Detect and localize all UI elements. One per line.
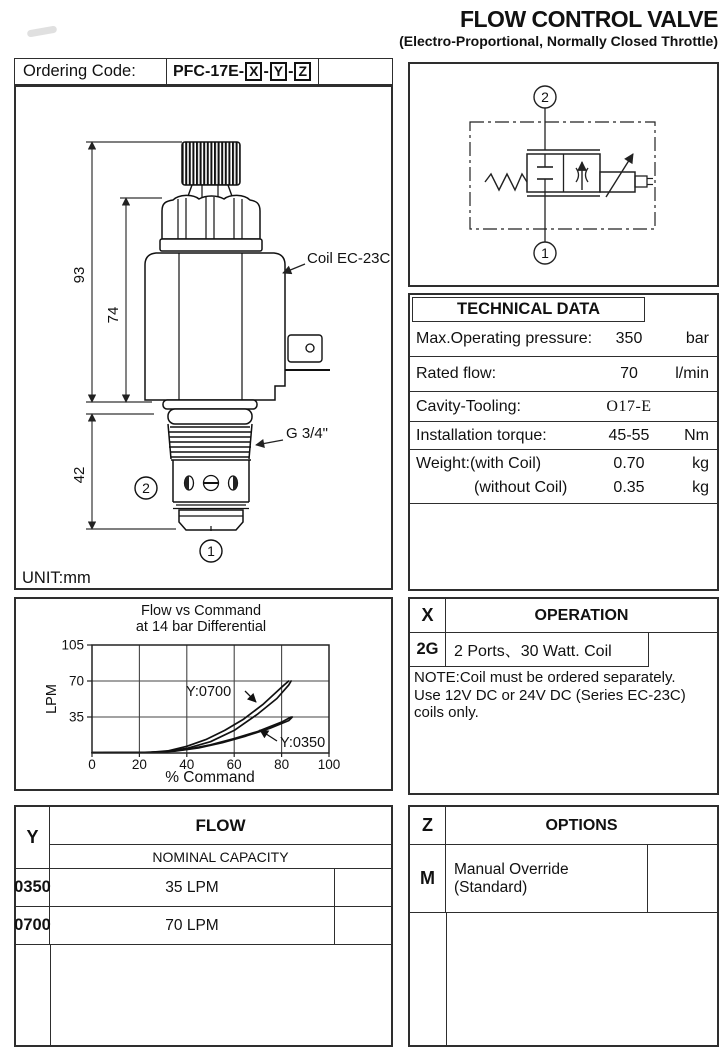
valve-drawing-box bbox=[14, 85, 393, 590]
options-desc-line: (Standard) bbox=[454, 878, 528, 896]
chart-plot-area bbox=[61, 638, 340, 773]
options-header-row bbox=[410, 807, 717, 845]
tech-value: 350 bbox=[615, 330, 643, 347]
svg-text:0: 0 bbox=[88, 757, 96, 772]
symbol-port-2: 2 bbox=[541, 89, 549, 105]
thread-callout-label: G 3/4" bbox=[286, 425, 329, 442]
coil-callout-label: Coil EC-23C bbox=[307, 250, 391, 267]
operation-row-2g bbox=[410, 633, 717, 667]
coil-body bbox=[145, 253, 330, 400]
tech-unit: kg bbox=[692, 455, 709, 472]
drawing-port-2: 2 bbox=[142, 480, 150, 496]
hydraulic-symbol bbox=[410, 64, 717, 285]
svg-text:100: 100 bbox=[317, 757, 341, 772]
tech-row-flow bbox=[410, 357, 717, 392]
ordering-code-prefix: PFC-17E- bbox=[172, 62, 245, 80]
ordering-code-z: Z bbox=[294, 62, 311, 81]
options-title: OPTIONS bbox=[545, 816, 618, 834]
symbol-port-1: 1 bbox=[541, 245, 549, 261]
svg-text:80: 80 bbox=[274, 757, 290, 772]
svg-text:Y:0350: Y:0350 bbox=[280, 735, 326, 751]
tech-row-cavity bbox=[410, 392, 717, 422]
svg-text:70: 70 bbox=[68, 673, 84, 689]
flow-table bbox=[14, 805, 393, 1047]
svg-text:105: 105 bbox=[61, 637, 84, 653]
ordering-code-label: Ordering Code: bbox=[15, 59, 167, 84]
tech-row-torque bbox=[410, 422, 717, 450]
tech-unit: Nm bbox=[684, 426, 709, 444]
chart-title: Flow vs Command bbox=[140, 603, 262, 619]
options-desc bbox=[446, 845, 648, 912]
ordering-code-x: X bbox=[245, 62, 262, 81]
options-row-m bbox=[410, 845, 717, 913]
svg-text:40: 40 bbox=[179, 757, 195, 772]
dim-74-label: 74 bbox=[105, 306, 122, 324]
flow-command-chart bbox=[16, 599, 391, 789]
tech-label: Rated flow: bbox=[416, 365, 497, 382]
dim-93-label: 93 bbox=[71, 266, 88, 284]
operation-note bbox=[414, 669, 714, 722]
flow-code: 0350 bbox=[16, 869, 50, 906]
chart-ylabel: LPM bbox=[44, 684, 60, 714]
flow-col-header: Y bbox=[16, 807, 50, 869]
tech-value: 70 bbox=[620, 365, 638, 382]
tech-label: Installation torque: bbox=[416, 426, 547, 444]
thread-callout-arrow bbox=[256, 440, 283, 445]
adjust-knob bbox=[182, 142, 240, 199]
flow-row-0700 bbox=[16, 907, 391, 945]
options-code: M bbox=[410, 845, 446, 912]
svg-text:Y:0700: Y:0700 bbox=[186, 684, 232, 700]
operation-table bbox=[408, 597, 719, 795]
tech-label: Weight:(with Coil) bbox=[416, 455, 542, 472]
technical-data-table bbox=[408, 293, 719, 591]
ordering-joiner-1: - bbox=[263, 62, 269, 80]
tech-unit: kg bbox=[692, 479, 709, 496]
chart-box bbox=[14, 597, 393, 791]
tech-value: 0.35 bbox=[613, 479, 645, 496]
logo-fragment bbox=[27, 25, 58, 37]
svg-text:35: 35 bbox=[68, 709, 84, 725]
svg-text:20: 20 bbox=[131, 757, 147, 772]
tech-unit: bar bbox=[685, 330, 709, 347]
tech-value: O17-E bbox=[606, 397, 652, 415]
drawing-port-1: 1 bbox=[207, 543, 215, 559]
ordering-code-y: Y bbox=[270, 62, 287, 81]
flow-subtitle: NOMINAL CAPACITY bbox=[50, 845, 391, 869]
chart-xlabel: % Command bbox=[165, 769, 255, 786]
coil-nut bbox=[160, 195, 262, 251]
technical-data-title: TECHNICAL DATA bbox=[412, 297, 645, 322]
flow-code: 0700 bbox=[16, 907, 50, 944]
flow-desc: 35 LPM bbox=[50, 869, 335, 906]
operation-header-row bbox=[410, 599, 717, 633]
operation-desc: 2 Ports、30 Watt. Coil bbox=[446, 633, 649, 667]
tech-value: 45-55 bbox=[608, 426, 650, 444]
tech-unit: l/min bbox=[675, 365, 709, 382]
flow-desc: 70 LPM bbox=[50, 907, 335, 944]
flow-title: FLOW bbox=[50, 807, 391, 845]
hydraulic-symbol-box bbox=[408, 62, 719, 287]
chart-subtitle: at 14 bar Differential bbox=[135, 619, 267, 635]
operation-code: 2G bbox=[410, 633, 446, 667]
note-line: NOTE:Coil must be ordered separately. bbox=[414, 669, 676, 686]
ordering-code-value bbox=[167, 59, 319, 84]
tech-value: 0.70 bbox=[613, 455, 645, 472]
flow-row-0350 bbox=[16, 869, 391, 907]
unit-label: UNIT:mm bbox=[22, 569, 91, 587]
options-desc-line: Manual Override bbox=[454, 860, 569, 878]
ordering-joiner-2: - bbox=[288, 62, 294, 80]
valve-drawing bbox=[16, 87, 391, 588]
tech-row-pressure bbox=[410, 322, 717, 357]
coil-callout-arrow bbox=[283, 264, 305, 273]
tech-label: (without Coil) bbox=[474, 479, 568, 496]
ordering-code-strip bbox=[14, 58, 393, 85]
page-title: FLOW CONTROL VALVE bbox=[459, 6, 718, 32]
note-line: coils only. bbox=[414, 704, 479, 721]
page-subtitle: (Electro-Proportional, Normally Closed Throttle) bbox=[399, 33, 718, 49]
options-col-header: Z bbox=[410, 807, 446, 844]
note-line: Use 12V DC or 24V DC (Series EC-23C) bbox=[414, 686, 686, 704]
tech-row-weight bbox=[410, 450, 717, 504]
options-empty-row bbox=[410, 913, 447, 1045]
operation-col-header: X bbox=[410, 599, 446, 632]
symbol-graphics bbox=[470, 86, 655, 264]
dim-42-label: 42 bbox=[71, 466, 88, 484]
svg-text:60: 60 bbox=[226, 757, 242, 772]
options-table bbox=[408, 805, 719, 1047]
flow-empty-row bbox=[16, 945, 51, 1045]
operation-title: OPERATION bbox=[534, 606, 629, 624]
cartridge bbox=[163, 400, 257, 531]
tech-label: Cavity-Tooling: bbox=[416, 397, 521, 415]
tech-label: Max.Operating pressure: bbox=[416, 330, 593, 347]
